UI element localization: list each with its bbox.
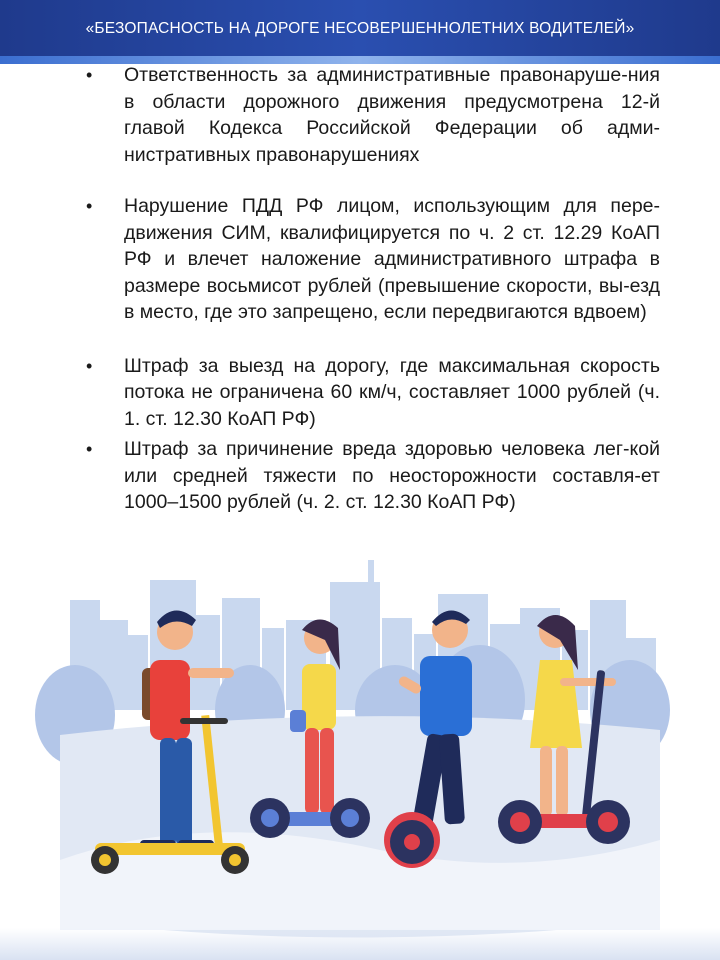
- bullet-text: Нарушение ПДД РФ лицом, использующим для пере-движения СИМ, квалифицируется по ч. 2 ст. 12.29 КоАП РФ и влечет наложение административного штрафа в размере восьмисот рублей (превышение скорости, вы-езд в место, где это запрещено, если передвигаются вдвоем): [124, 195, 660, 323]
- bullet-marker: •: [86, 355, 93, 376]
- bullet-item: [80, 353, 660, 433]
- bullet-item: [80, 62, 660, 168]
- bullet-marker: •: [86, 196, 93, 216]
- header-banner: [0, 0, 720, 64]
- bullet-text: Штраф за выезд на дорогу, где максимальная скорость потока не ограничена 60 км/ч, составляет 1000 рублей (ч. 1. ст. 12.30 КоАП РФ): [124, 354, 660, 430]
- footer-fade: [0, 928, 720, 960]
- bullet-text: Ответственность за административные правонаруше-ния в области дорожного движения предусмотрена 12-й главой Кодекса Российской Федерации об адми-нистративных правонарушениях: [124, 64, 660, 166]
- bullet-item: [80, 436, 660, 516]
- header-title: «БЕЗОПАСНОСТЬ НА ДОРОГЕ НЕСОВЕРШЕННОЛЕТНИХ ВОДИТЕЛЕЙ»: [85, 20, 635, 37]
- bullet-list: [80, 62, 660, 516]
- bullet-item: [80, 193, 660, 326]
- personal-mobility-illustration: [0, 560, 720, 960]
- bullet-text: Штраф за причинение вреда здоровью человека лег-кой или средней тяжести по неосторожности составля-ет 1000–1500 рублей (ч. 2. ст. 12.30 КоАП РФ): [124, 438, 660, 513]
- bullet-marker: •: [86, 65, 93, 85]
- bullet-marker: •: [86, 439, 93, 459]
